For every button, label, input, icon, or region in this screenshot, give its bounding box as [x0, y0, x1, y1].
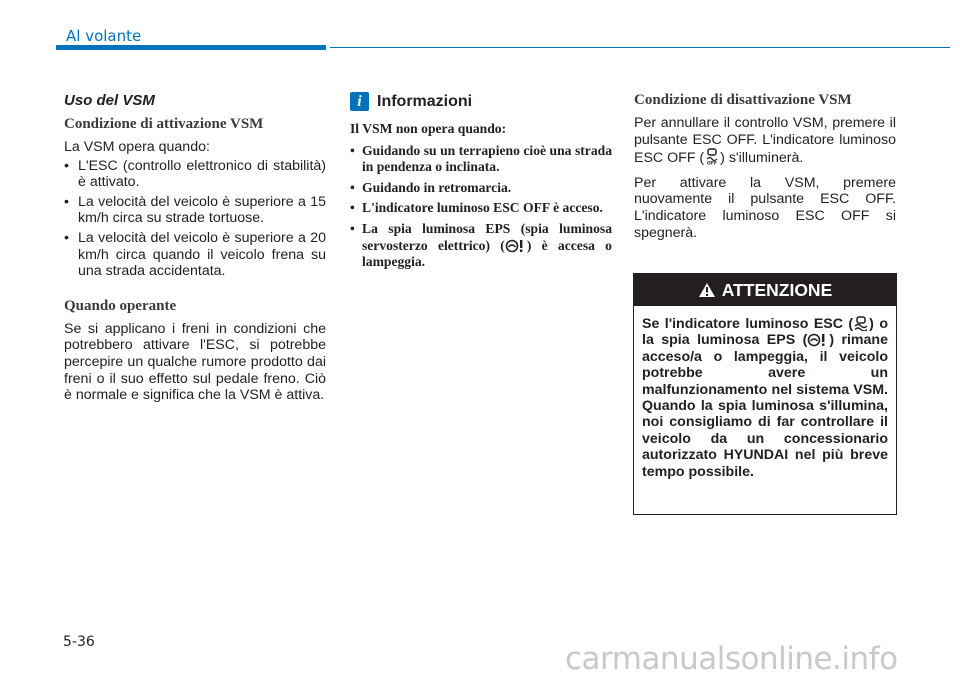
esc-off-icon — [704, 148, 720, 165]
info-title: Informazioni — [377, 92, 473, 110]
list-item: • L'indicatore luminoso ESC OFF è acceso. — [350, 200, 612, 217]
list-item: • La velocità del veicolo è superiore a 20 km/h circa quando il veicolo frena su una strada accidentata. — [64, 230, 326, 280]
watermark: carmanualsonline.info — [565, 641, 898, 677]
column-info — [350, 92, 612, 275]
header-rule-thin — [330, 47, 950, 48]
info-icon: i — [350, 92, 369, 111]
list-item: • L'ESC (controllo elettronico di stabilità) è attivato. — [64, 158, 326, 191]
header-rule-thick — [56, 45, 326, 50]
subheading-activation: Condizione di attivazione VSM — [64, 116, 264, 132]
esc-icon — [853, 316, 869, 331]
heading-uso-vsm: Uso del VSM — [64, 92, 155, 109]
svg-text:OFF: OFF — [707, 161, 718, 166]
section-title: Al volante — [66, 27, 142, 45]
eps-warning-icon — [807, 333, 829, 347]
eps-warning-icon — [505, 239, 527, 253]
warning-text: Se l'indicatore luminoso ESC ( ) o la spia luminosa EPS ( ) rimane acceso/a o lampeggia, il veicolo potrebbe avere un malfunzionamento nel sistema VSM. Quando la spia luminosa s'illumina, noi consigliamo di far controllare il veicolo da un concessionario autorizzato HYUNDAI nel più breve tempo possibile. — [642, 316, 888, 480]
list-item: • La velocità del veicolo è superiore a 15 km/h circa su strade tortuose. — [64, 194, 326, 227]
list-item: • Guidando su un terrapieno cioè una strada in pendenza o inclinata. — [350, 143, 612, 176]
deactivation-paragraph-1: Per annullare il controllo VSM, premere il pulsante ESC OFF. L'indicatore luminoso ESC OFF ( OFF ) s'illuminerà. — [634, 115, 896, 167]
info-header — [350, 92, 612, 111]
column-vsm-usage — [64, 92, 326, 404]
page-number: 5-36 — [63, 634, 95, 650]
operating-paragraph: Se si applicano i freni in condizioni che potrebbero attivare l'ESC, si potrebbe percepire un qualche rumore prodotto dai freni o il suo effetto sul pedale freno. Ciò è normale e significa che la VSM è attiva. — [64, 320, 326, 404]
info-list — [350, 143, 612, 271]
intro-text: La VSM opera quando: — [64, 139, 210, 155]
warning-header — [634, 274, 896, 306]
column-deactivation — [634, 92, 896, 241]
activation-list — [64, 158, 326, 280]
warning-box — [633, 273, 897, 515]
warning-title: ATTENZIONE — [721, 279, 833, 300]
list-item: • Guidando in retromarcia. — [350, 180, 612, 197]
list-item: • La spia luminosa EPS (spia luminosa servosterzo elettrico) ( ) è accesa o lampeggia. — [350, 221, 612, 271]
subheading-operating: Quando operante — [64, 297, 177, 314]
info-lead: Il VSM non opera quando: — [350, 121, 507, 136]
heading-deactivation: Condizione di disattivazione VSM — [634, 92, 852, 108]
deactivation-paragraph-2: Per attivare la VSM, premere nuovamente il pulsante ESC OFF. L'indicatore luminoso ESC OFF si spegnerà. — [634, 174, 896, 241]
warning-triangle-icon — [698, 282, 716, 298]
